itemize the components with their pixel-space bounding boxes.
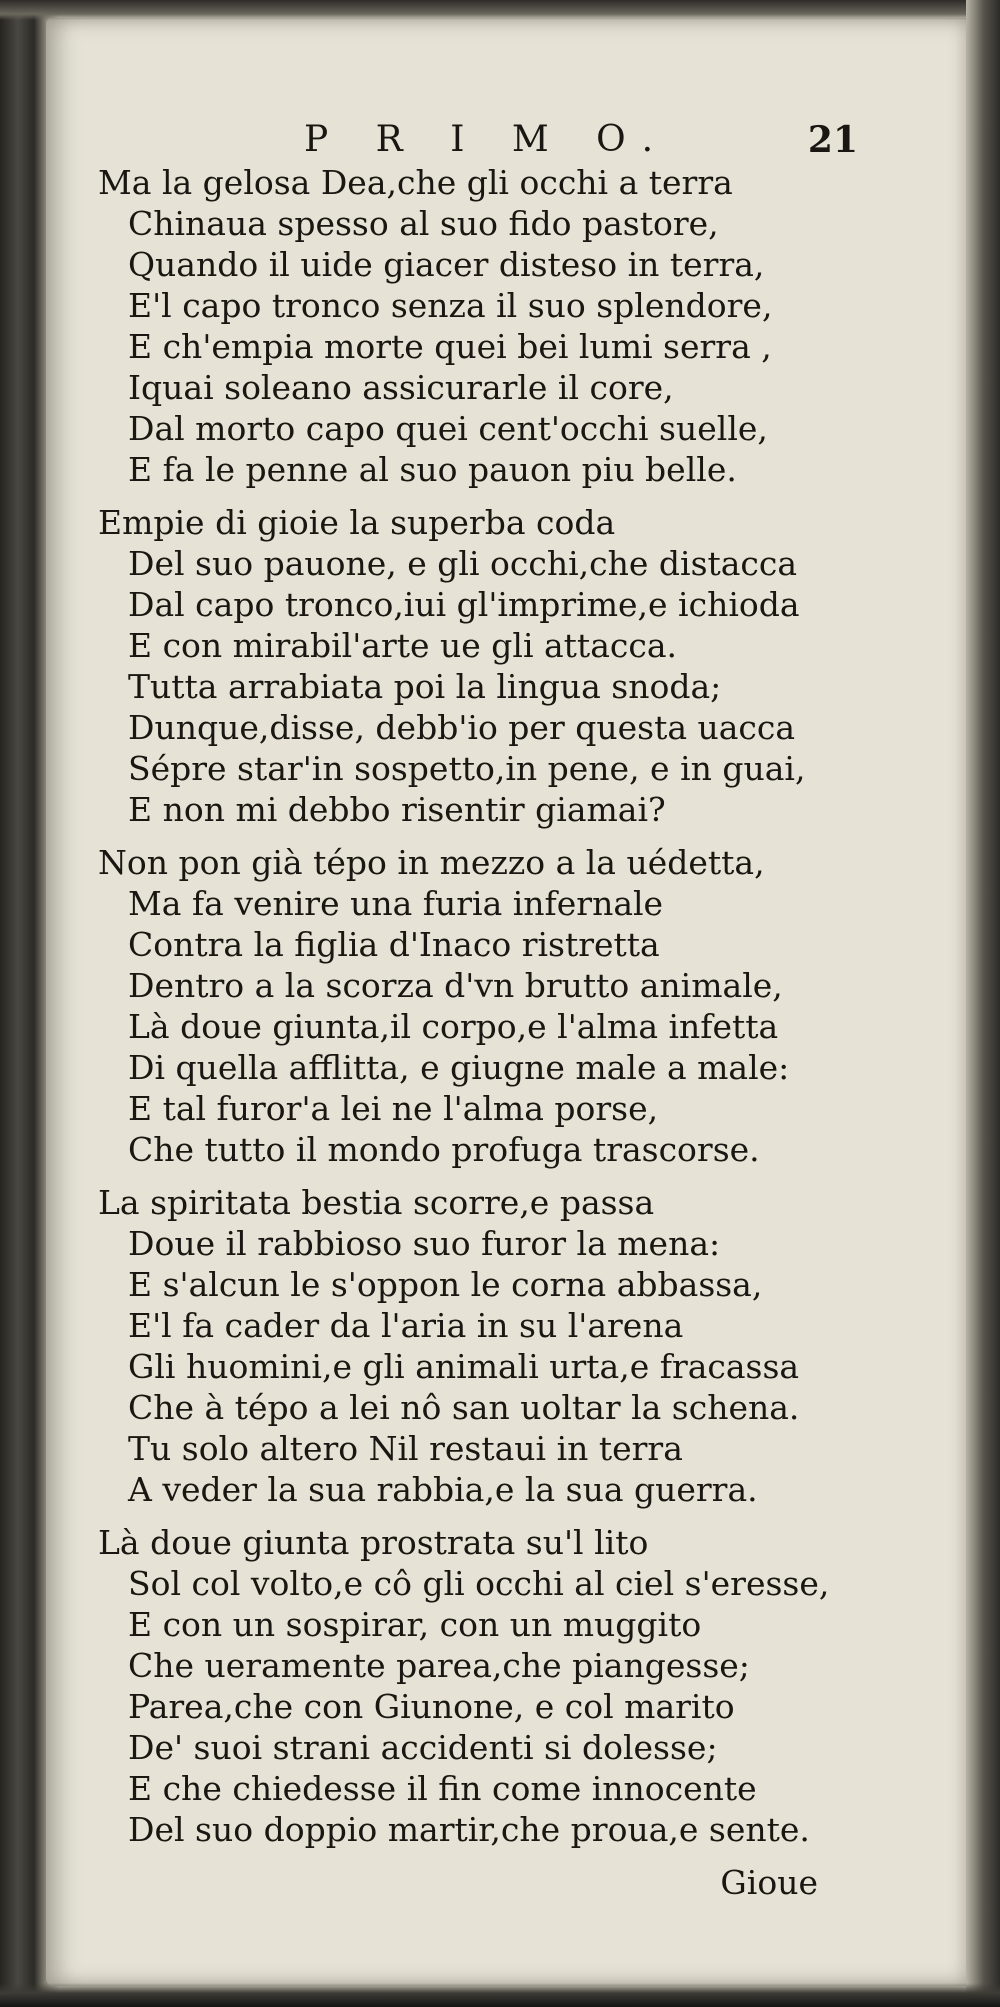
stanza	[98, 502, 838, 830]
verse-line: Gli huomini,e gli animali urta,e fracassa	[128, 1347, 800, 1386]
verse-line: Del suo pauone, e gli occhi,che distacca	[128, 544, 798, 583]
verse-line: Sol col volto,e cô gli occhi al ciel s'eresse,	[128, 1564, 830, 1603]
verse-line: Del suo doppio martir,che proua,e sente.	[128, 1810, 810, 1849]
verse-line: Dal morto capo quei cent'occhi suelle,	[128, 409, 768, 448]
verse-line: Chinaua spesso al suo fido pastore,	[128, 204, 719, 243]
verse-line: La spiritata bestia scorre,e passa	[98, 1183, 655, 1222]
page-text	[98, 118, 858, 1903]
verse-line: E fa le penne al suo pauon piu belle.	[128, 450, 737, 489]
verse-line: E ch'empia morte quei bei lumi serra ,	[128, 327, 772, 366]
catchword: Gioue	[720, 1863, 818, 1902]
verse-line: E s'alcun le s'oppon le corna abbassa,	[128, 1265, 763, 1304]
verse-line: Quando il uide giacer disteso in terra,	[128, 245, 765, 284]
page-number: 21	[807, 119, 858, 161]
verse-line: Là doue giunta prostrata su'l lito	[98, 1523, 649, 1562]
verse-line: Tu solo altero Nil restaui in terra	[128, 1429, 683, 1468]
verse-line: Tutta arrabiata poi la lingua snoda;	[128, 667, 722, 706]
verse-line: De' suoi strani accidenti si dolesse;	[128, 1728, 718, 1767]
stanza	[98, 162, 838, 490]
running-head	[98, 118, 858, 162]
verse-line: Doue il rabbioso suo furor la mena:	[128, 1224, 721, 1263]
verse-line: E'l capo tronco senza il suo splendore,	[128, 286, 773, 325]
page-edge-top	[0, 0, 1000, 20]
verse-line: Dentro a la scorza d'vn brutto animale,	[128, 966, 783, 1005]
verse-line: Empie di gioie la superba coda	[98, 503, 616, 542]
verse-line: Iquai soleano assicurarle il core,	[128, 368, 674, 407]
verse-line: Dal capo tronco,iui gl'imprime,e ichioda	[128, 585, 800, 624]
verse-line: E tal furor'a lei ne l'alma porse,	[128, 1089, 659, 1128]
verse-line: Che à tépo a lei nô san uoltar la schena.	[128, 1388, 800, 1427]
verse-line: E con mirabil'arte ue gli attacca.	[128, 626, 677, 665]
stanza	[98, 842, 838, 1170]
verse-line: Non pon già tépo in mezzo a la uédetta,	[98, 843, 765, 882]
verse-line: Dunque,disse, debb'io per questa uacca	[128, 708, 796, 747]
running-title: P R I M O.	[304, 119, 672, 160]
verse-line: Sépre star'in sospetto,in pene, e in guai,	[128, 749, 806, 788]
stanza	[98, 1182, 838, 1510]
verse-line: Di quella afflitta, e giugne male a male:	[128, 1048, 790, 1087]
verse-line: E con un sospirar, con un muggito	[128, 1605, 702, 1644]
verse-line: Che tutto il mondo profuga trascorse.	[128, 1130, 760, 1169]
verse-line: Ma fa venire una furia infernale	[128, 884, 664, 923]
verse-line: E che chiedesse il fin come innocente	[128, 1769, 757, 1808]
verse-line: E non mi debbo risentir giamai?	[128, 790, 666, 829]
verse-line: Parea,che con Giunone, e col marito	[128, 1687, 735, 1726]
page-edge-right	[966, 0, 1000, 2007]
verse-line: Ma la gelosa Dea,che gli occhi a terra	[98, 163, 733, 202]
verse-line: Contra la figlia d'Inaco ristretta	[128, 925, 660, 964]
verse-line: Che ueramente parea,che piangesse;	[128, 1646, 750, 1685]
verse-line: Là doue giunta,il corpo,e l'alma infetta	[128, 1007, 779, 1046]
verse-line: E'l fa cader da l'aria in su l'arena	[128, 1306, 684, 1345]
stanza	[98, 1522, 838, 1850]
verse-line: A veder la sua rabbia,e la sua guerra.	[128, 1470, 758, 1509]
page-edge-bottom	[0, 1983, 1000, 2007]
